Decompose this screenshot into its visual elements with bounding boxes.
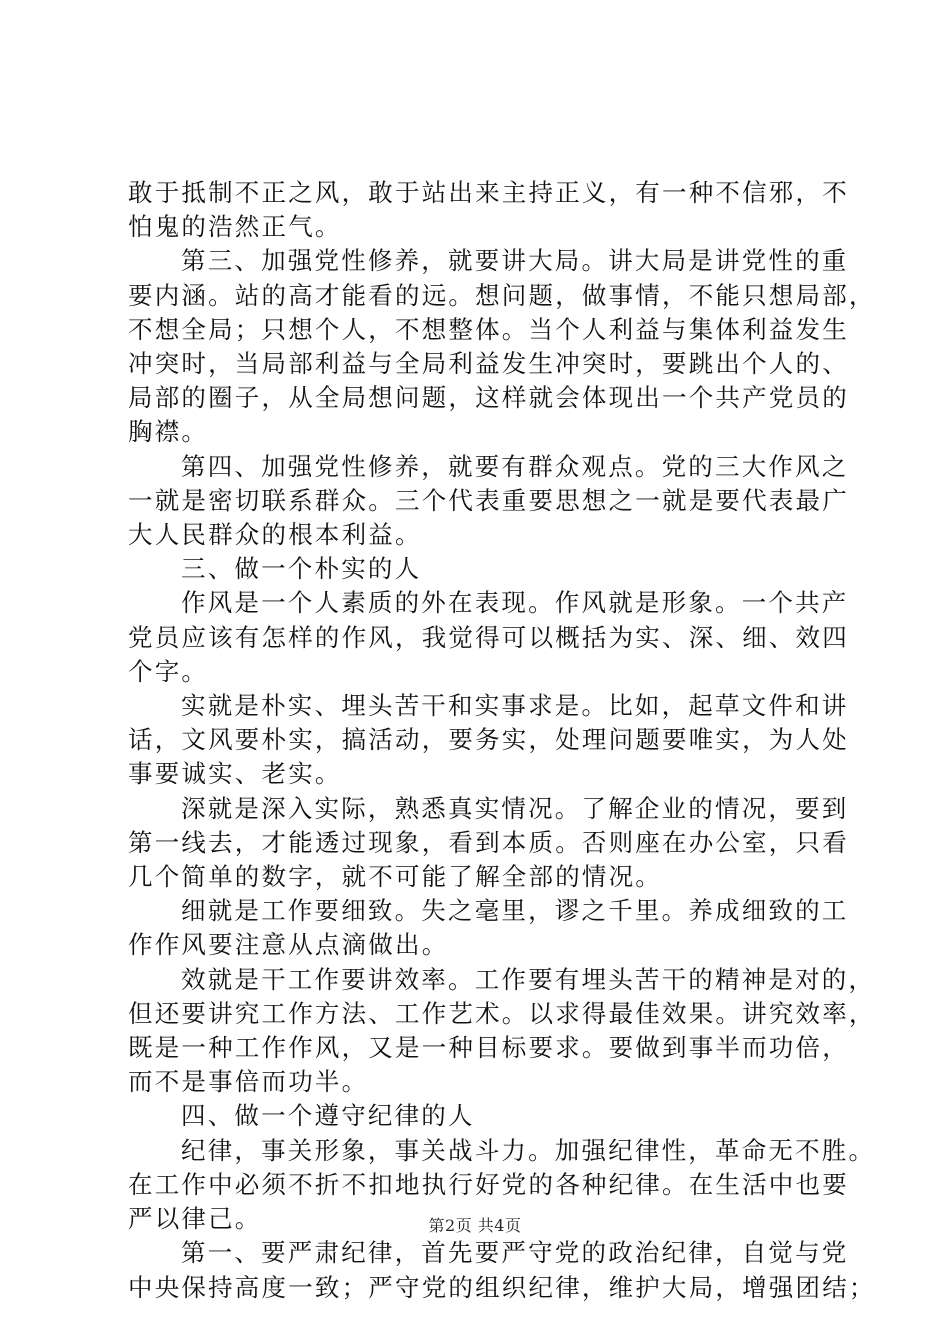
document-body: [128, 176, 876, 1305]
text-line: 大人民群众的根本利益。: [128, 520, 422, 550]
text-line: 第一线去，才能透过现象，看到本质。否则座在办公室，只看: [128, 827, 849, 857]
text-line: 严以律己。: [128, 1204, 262, 1234]
text-line: 事要诚实、老实。: [128, 759, 342, 789]
text-line: 怕鬼的浩然正气。: [128, 212, 342, 242]
text-line: 第三、加强党性修养，就要讲大局。讲大局是讲党性的重: [181, 246, 849, 276]
text-line: 细就是工作要细致。失之毫里，谬之千里。养成细致的工: [181, 896, 849, 926]
text-line: 几个简单的数字，就不可能了解全部的情况。: [128, 862, 662, 892]
text-line: 局部的圈子，从全局想问题，这样就会体现出一个共产党员的: [128, 383, 849, 413]
text-line: 深就是深入实际，熟悉真实情况。了解企业的情况，要到: [181, 793, 849, 823]
page-footer: 第2页 共4页: [428, 1216, 522, 1235]
text-line: 中央保持高度一致；严守党的组织纪律，维护大局，增强团结；: [128, 1272, 876, 1302]
section-heading: 三、做一个朴实的人: [181, 554, 422, 584]
text-line: 要内涵。站的高才能看的远。想问题，做事情，不能只想局部，: [128, 280, 876, 310]
text-line: 纪律，事关形象，事关战斗力。加强纪律性，革命无不胜。: [181, 1135, 876, 1165]
text-line: 冲突时，当局部利益与全局利益发生冲突时，要跳出个人的、: [128, 349, 849, 379]
text-line: 既是一种工作作风，又是一种目标要求。要做到事半而功倍，: [128, 1033, 849, 1063]
text-line: 第四、加强党性修养，就要有群众观点。党的三大作风之: [181, 451, 849, 481]
section-heading: 四、做一个遵守纪律的人: [181, 1101, 475, 1131]
text-line: 不想全局；只想个人，不想整体。当个人利益与集体利益发生: [128, 314, 849, 344]
text-line: 效就是干工作要讲效率。工作要有埋头苦干的精神是对的，: [181, 964, 876, 994]
text-line: 一就是密切联系群众。三个代表重要思想之一就是要代表最广: [128, 485, 849, 515]
text-line: 在工作中必须不折不扣地执行好党的各种纪律。在生活中也要: [128, 1169, 849, 1199]
text-line: 而不是事倍而功半。: [128, 1067, 369, 1097]
text-line: 第一、要严肃纪律，首先要严守党的政治纪律，自觉与党: [181, 1238, 849, 1268]
text-line: 胸襟。: [128, 417, 209, 447]
text-line: 话，文风要朴实，搞活动，要务实，处理问题要唯实，为人处: [128, 725, 849, 755]
text-line: 实就是朴实、埋头苦干和实事求是。比如，起草文件和讲: [181, 691, 849, 721]
text-line: 但还要讲究工作方法、工作艺术。以求得最佳效果。讲究效率，: [128, 998, 876, 1028]
text-line: 党员应该有怎样的作风，我觉得可以概括为实、深、细、效四: [128, 622, 849, 652]
text-line: 敢于抵制不正之风，敢于站出来主持正义，有一种不信邪，不: [128, 178, 849, 207]
text-line: 作风是一个人素质的外在表现。作风就是形象。一个共产: [181, 588, 849, 618]
text-line: 作作风要注意从点滴做出。: [128, 930, 449, 960]
text-line: 个字。: [128, 656, 209, 686]
